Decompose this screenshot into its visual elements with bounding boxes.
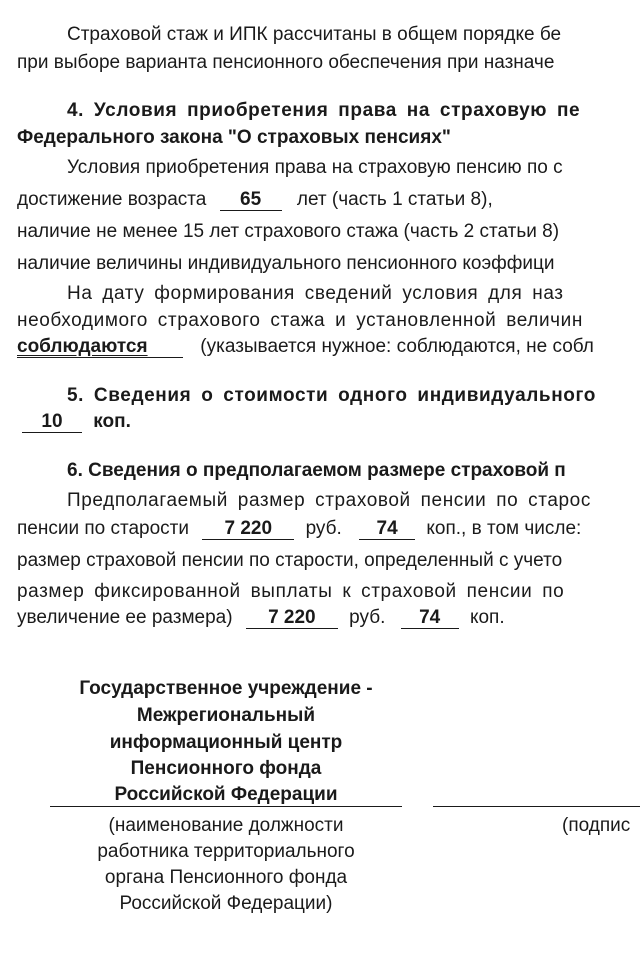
section-4-heading-cont: Федерального закона "О страховых пенсиях" bbox=[17, 127, 451, 148]
ipk-condition-line: наличие величины индивидуального пенсионного коэффици bbox=[17, 253, 555, 274]
age-condition-line bbox=[17, 187, 493, 213]
age-value: 65 bbox=[220, 190, 282, 211]
section-6-line-1: Предполагаемый размер страховой пенсии по старос bbox=[67, 490, 591, 511]
section-4-line-6: необходимого страхового стажа и установленной величин bbox=[17, 310, 583, 331]
section-4-line-1: Условия приобретения права на страховую пенсию по с bbox=[67, 157, 563, 178]
fixed-payment-label: увеличение ее размера) bbox=[17, 607, 233, 628]
org-name-line-1: Государственное учреждение - bbox=[79, 678, 373, 699]
org-name-line-3: информационный центр bbox=[109, 732, 343, 753]
ipk-cost-kop-label: коп. bbox=[93, 411, 131, 432]
pension-rub-value: 7 220 bbox=[202, 519, 294, 540]
fixed-payment-kop-value: 74 bbox=[401, 608, 459, 629]
pension-kop-value: 74 bbox=[359, 519, 415, 540]
section-4-heading: 4. Условия приобретения права на страховую пе bbox=[67, 100, 581, 121]
intro-line-2: при выборе варианта пенсионного обеспечения при назначе bbox=[17, 52, 555, 73]
signature-underline bbox=[433, 806, 640, 807]
pension-kop-suffix: коп., в том числе: bbox=[426, 518, 582, 539]
org-name-line-5: Российской Федерации bbox=[114, 784, 338, 805]
org-name-line-4: Пенсионного фонда bbox=[130, 758, 322, 779]
section-4-line-5: На дату формирования сведений условия для наз bbox=[67, 283, 564, 304]
position-caption-line-4: Российской Федерации) bbox=[119, 893, 333, 914]
age-label: достижение возраста bbox=[17, 189, 207, 210]
conditions-status-hint: (указывается нужное: соблюдаются, не собл bbox=[200, 336, 594, 357]
section-5-heading: 5. Сведения о стоимости одного индивидуального bbox=[67, 385, 596, 406]
pension-amount-line bbox=[17, 516, 581, 542]
stazh-condition-line: наличие не менее 15 лет страхового стажа (часть 2 статьи 8) bbox=[17, 221, 560, 242]
conditions-status-line bbox=[17, 334, 594, 360]
position-caption-line-3: органа Пенсионного фонда bbox=[104, 867, 348, 888]
org-name-line-2: Межрегиональный bbox=[136, 705, 316, 726]
fixed-payment-rub-value: 7 220 bbox=[246, 608, 338, 629]
section-6-line-3: размер страховой пенсии по старости, определенный с учето bbox=[17, 550, 563, 571]
ipk-cost-line bbox=[22, 409, 131, 435]
position-caption-line-2: работника территориального bbox=[97, 841, 355, 862]
intro-line-1: Страховой стаж и ИПК рассчитаны в общем порядке бе bbox=[67, 24, 562, 45]
position-caption-line-1: (наименование должности bbox=[108, 815, 344, 836]
section-6-line-4: размер фиксированной выплаты к страховой пенсии по bbox=[17, 581, 565, 602]
ipk-cost-kop-value: 10 bbox=[22, 412, 82, 433]
position-underline bbox=[50, 806, 402, 807]
fixed-payment-rub-label: руб. bbox=[349, 607, 386, 628]
signature-caption: (подпис bbox=[562, 815, 631, 836]
section-6-heading: 6. Сведения о предполагаемом размере страховой п bbox=[67, 460, 566, 481]
conditions-status-value: соблюдаются bbox=[17, 337, 183, 358]
pension-amount-label: пенсии по старости bbox=[17, 518, 189, 539]
fixed-payment-line bbox=[17, 605, 505, 631]
pension-rub-label: руб. bbox=[305, 518, 342, 539]
fixed-payment-kop-label: коп. bbox=[469, 607, 505, 628]
age-suffix: лет (часть 1 статьи 8), bbox=[296, 189, 493, 210]
